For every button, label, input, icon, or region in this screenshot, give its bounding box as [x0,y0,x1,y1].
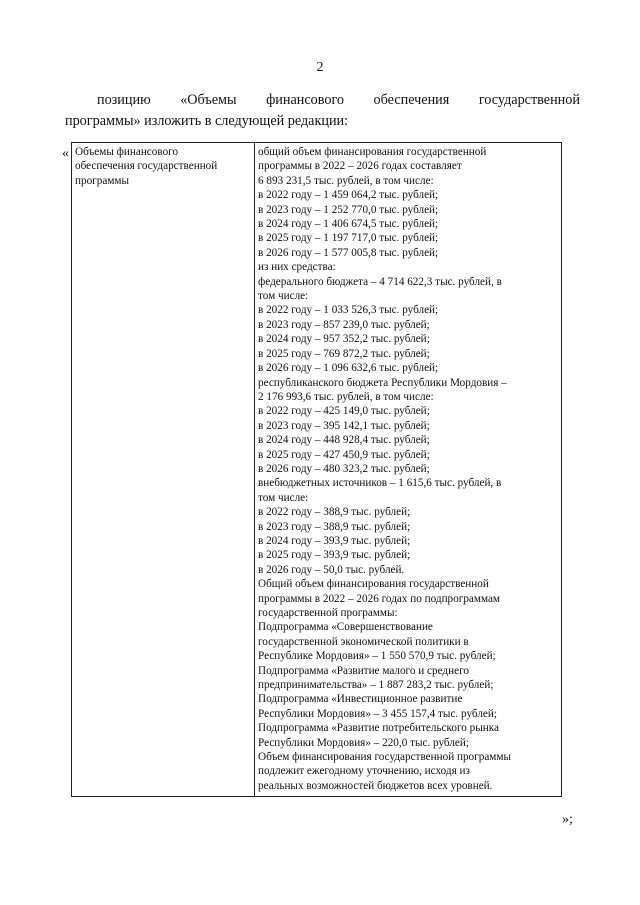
financing-line: из них средства: [258,261,336,274]
financing-line: в 2025 году – 1 197 717,0 тыс. рублей; [258,232,439,245]
financing-line: в 2025 году – 393,9 тыс. рублей; [258,549,411,562]
financing-line: предпринимательства» – 1 887 283,2 тыс. рублей; [258,679,494,692]
position-name-line: обеспечения государственной [75,160,218,173]
financing-line: в 2025 году – 769 872,2 тыс. рублей; [258,347,430,360]
intro-line-1 [65,90,580,111]
financing-line: в 2022 году – 388,9 тыс. рублей; [258,506,411,519]
position-name-line: программы [75,174,129,187]
financing-line: в 2024 году – 1 406 674,5 тыс. рублей; [258,218,439,231]
financing-line: Республики Мордовия» – 220,0 тыс. рублей; [258,736,469,749]
financing-line: Подпрограмма «Инвестиционное развитие [258,693,463,706]
financing-table [71,142,562,797]
financing-line: в 2026 году – 480 323,2 тыс. рублей; [258,462,430,475]
financing-line: в 2024 году – 393,9 тыс. рублей; [258,534,411,547]
financing-text-cell [255,143,562,797]
intro-line-2: программы» изложить в следующей редакции: [65,113,349,129]
financing-line: федерального бюджета – 4 714 622,3 тыс. рублей, в [258,275,502,288]
financing-line: 6 893 231,5 тыс. рублей, в том числе: [258,174,434,187]
financing-line: Общий объем финансирования государственной [258,578,489,591]
financing-line: в 2023 году – 1 252 770,0 тыс. рублей; [258,203,439,216]
opening-quote-mark: « [62,146,69,161]
financing-line: в 2026 году – 50,0 тыс. рублей. [258,563,405,576]
intro-word: «Объемы [180,92,237,108]
financing-line: Подпрограмма «Развитие малого и среднего [258,664,469,677]
financing-line: реальных возможностей бюджетов всех уровней. [258,779,493,792]
financing-line: Республики Мордовия» – 3 455 157,4 тыс. рублей; [258,707,497,720]
financing-line: в 2024 году – 448 928,4 тыс. рублей; [258,434,430,447]
financing-line: в 2025 году – 427 450,9 тыс. рублей; [258,448,430,461]
financing-line: государственной экономической политики в [258,635,469,648]
financing-line: в 2023 году – 857 239,0 тыс. рублей; [258,318,430,331]
financing-line: Объем финансирования государственной программы [258,751,511,764]
financing-line: том числе: [258,491,309,504]
intro-word: позицию [97,92,151,108]
financing-line: республиканского бюджета Республики Мордовия – [258,376,507,389]
financing-line: 2 176 993,6 тыс. рублей, в том числе: [258,390,434,403]
financing-line: общий объем финансирования государственной [258,146,487,158]
table-row [72,143,562,797]
financing-line: внебюджетных источников – 1 615,6 тыс. рублей, в [258,477,502,490]
financing-line: в 2024 году – 957 352,2 тыс. рублей; [258,333,430,346]
intro-word: финансового [266,92,345,108]
financing-line: в 2023 году – 395 142,1 тыс. рублей; [258,419,430,432]
financing-line: Подпрограмма «Совершенствование [258,621,433,634]
financing-line: Подпрограмма «Развитие потребительского рынка [258,722,500,735]
financing-line: в 2026 году – 1 096 632,6 тыс. рублей; [258,362,439,375]
intro-paragraph [65,90,580,132]
financing-line: программы в 2022 – 2026 годах по подпрограммам [258,592,501,605]
financing-line: в 2023 году – 388,9 тыс. рублей; [258,520,411,533]
financing-line: подлежит ежегодному уточнению, исходя из [258,765,470,778]
position-name-line: Объемы финансового [75,146,179,158]
intro-word: обеспечения [373,92,450,108]
closing-quote-mark: »; [562,812,573,827]
financing-line: в 2026 году – 1 577 005,8 тыс. рублей; [258,246,439,259]
intro-word: государственной [478,92,580,108]
financing-line: в 2022 году – 1 459 064,2 тыс. рублей; [258,189,439,202]
position-name-cell [72,143,255,797]
page-number: 2 [316,60,324,75]
financing-line: государственной программы: [258,607,398,619]
financing-line: в 2022 году – 1 033 526,3 тыс. рублей; [258,304,439,317]
financing-line: в 2022 году – 425 149,0 тыс. рублей; [258,405,430,418]
financing-line: Республике Мордовия» – 1 550 570,9 тыс. рублей; [258,650,496,663]
financing-line: том числе: [258,290,309,303]
financing-line: программы в 2022 – 2026 годах составляет [258,160,462,173]
